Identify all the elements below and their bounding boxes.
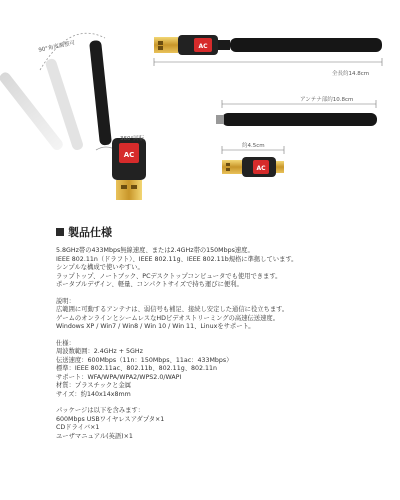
package-line: ユーザマニュアル(英語)×1 bbox=[56, 432, 133, 440]
spec-line: 仕様： bbox=[56, 339, 75, 347]
package-line: パッケージは以下を含みます： bbox=[56, 407, 145, 414]
antenna-detached bbox=[216, 113, 377, 126]
svg-text:AC: AC bbox=[198, 43, 208, 50]
svg-text:AC: AC bbox=[123, 151, 135, 159]
package-line: CDドライバ×1 bbox=[56, 424, 100, 431]
total-length-label: 全長約14.8cm bbox=[332, 71, 370, 77]
spec-text bbox=[56, 247, 396, 441]
spec-line: 周波数範囲：2.4GHz + 5GHz bbox=[56, 348, 143, 355]
rotate-90-label: 90°角度調整可 bbox=[37, 40, 76, 54]
antenna-length-label: アンテナ部約10.8cm bbox=[300, 97, 354, 103]
spec-line: サポート：WFA/WPA/WPA2/WPS2.0/WAPI bbox=[56, 373, 182, 381]
adapter-body-large bbox=[112, 138, 146, 180]
description-line: シンプルな構成で使いやすい。 bbox=[56, 264, 144, 271]
spec-line: 材質：プラスチックと金属 bbox=[56, 382, 132, 389]
svg-text:AC: AC bbox=[256, 165, 266, 172]
usb-plug-large bbox=[116, 180, 142, 200]
explanation-line: Windows XP / Win7 / Win8 / Win 10 / Win 11、Linuxをサポート。 bbox=[56, 323, 255, 330]
spec-line: 伝送速度：600Mbps（11n：150Mbps、11ac：433Mbps） bbox=[56, 356, 233, 364]
explanation-line: ゲームのオンラインとシームレスなHDビデオストリーミングの高速伝送速度。 bbox=[56, 314, 279, 322]
section-title: 製品仕様 bbox=[68, 226, 112, 239]
explanation-line: 広範囲に可動するアンテナは、弱信号も補足、接続し安定した通信に役立ちます。 bbox=[56, 306, 289, 313]
usb-adapter-drawings bbox=[0, 0, 400, 210]
explanation-line: 説明： bbox=[56, 297, 75, 305]
adapter-horizontal-1 bbox=[154, 35, 382, 55]
adapter-small bbox=[222, 157, 284, 177]
product-illustration bbox=[0, 0, 400, 210]
spec-line: サイズ：約140x14x8mm bbox=[56, 390, 131, 398]
section-heading bbox=[56, 224, 112, 240]
description-line: ラップトップ、ノートブック、PCデスクトップコンピュータでも使用できます。 bbox=[56, 272, 282, 280]
description-line: IEEE 802.11n（ドラフト）、IEEE 802.11g、IEEE 802.11b規格に準拠しています。 bbox=[56, 255, 298, 263]
package-line: 600Mbps USBワイヤレスアダプタ×1 bbox=[56, 415, 165, 423]
heading-square-icon bbox=[56, 228, 64, 236]
rotate-360-label: 360°回転 bbox=[120, 136, 145, 142]
width-label: 約4.5cm bbox=[242, 143, 265, 149]
description-line: 5.8GHz帯の433Mbps無線速度、または2.4GHz帯の150Mbps速度。 bbox=[56, 247, 254, 254]
main-antenna bbox=[89, 40, 112, 146]
description-line: ポータブルデザイン、軽量、コンパクトサイズで持ち運びに便利。 bbox=[56, 281, 243, 288]
spec-line: 標準：IEEE 802.11ac、802.11b、802.11g、802.11n bbox=[56, 365, 218, 372]
